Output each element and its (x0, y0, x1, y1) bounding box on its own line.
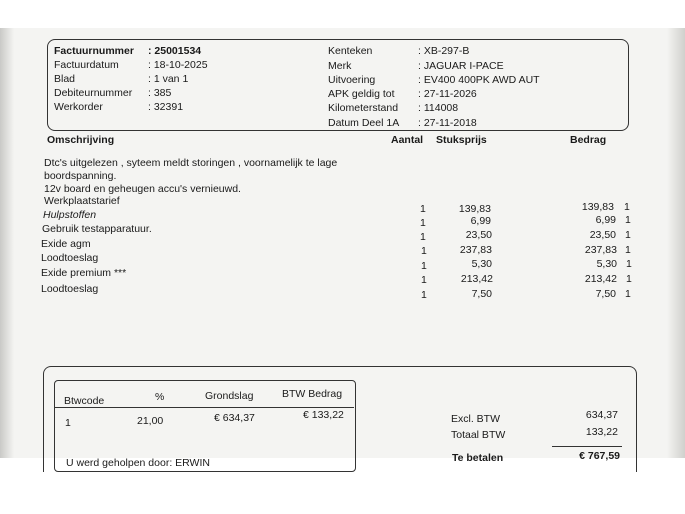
line-unit-price: 5,30 (471, 258, 492, 270)
paper-shadow-left (0, 28, 14, 458)
line-amount: 23,50 (589, 229, 616, 241)
helped-by-text: U werd geholpen door: ERWIN (66, 457, 210, 469)
amount-due-label: Te betalen (452, 452, 504, 464)
line-amount: 237,83 (584, 244, 617, 256)
line-amount: 6,99 (595, 214, 616, 226)
apk-label: APK geldig tot (328, 88, 395, 100)
line-quantity: 1 (420, 231, 426, 243)
excl-vat-label: Excl. BTW (451, 413, 500, 425)
line-unit-price: 139,83 (458, 203, 491, 215)
line-unit-price: 6,99 (470, 215, 491, 227)
date-part-1a-value: : 27-11-2018 (418, 117, 477, 129)
line-unit-price: 23,50 (465, 229, 492, 241)
line-description: Loodtoeslag (41, 283, 99, 295)
line-amount: 7,50 (595, 288, 616, 300)
note-line: 12v board en geheugen accu's vernieuwd. (44, 183, 241, 195)
totals-divider (552, 446, 622, 447)
col-description-header: Omschrijving (47, 134, 115, 146)
vat-base-value: € 634,37 (214, 412, 255, 424)
excl-vat-value: 634,37 (585, 409, 618, 421)
amount-due-value: € 767,59 (579, 450, 620, 462)
version-value: : EV400 400PK AWD AUT (418, 74, 540, 86)
debtor-number-label: Debiteurnummer (54, 87, 133, 99)
line-quantity: 1 (421, 289, 427, 301)
line-description: Exide premium *** (41, 267, 127, 279)
vat-amount-header: BTW Bedrag (282, 388, 343, 400)
line-amount: 139,83 (581, 201, 614, 213)
line-amount: 5,30 (596, 258, 617, 270)
line-description: Gebruik testapparatuur. (42, 223, 152, 235)
page-value: : 1 van 1 (148, 73, 189, 85)
note-line: boordspanning. (44, 170, 117, 182)
line-vat-code: 1 (625, 244, 631, 256)
date-part-1a-label: Datum Deel 1A (328, 117, 400, 129)
vat-base-header: Grondslag (205, 390, 254, 402)
brand-label: Merk (328, 60, 352, 72)
version-label: Uitvoering (328, 74, 376, 86)
debtor-number-value: : 385 (148, 87, 172, 99)
line-vat-code: 1 (626, 273, 632, 285)
line-vat-code: 1 (624, 201, 630, 213)
line-description: Loodtoeslag (41, 252, 99, 264)
invoice-number-value: : 25001534 (148, 45, 202, 57)
vat-code-header: Btwcode (64, 395, 105, 407)
total-vat-value: 133,22 (585, 426, 618, 438)
line-quantity: 1 (421, 245, 427, 257)
line-vat-code: 1 (626, 258, 632, 270)
brand-value: : JAGUAR I-PACE (418, 60, 504, 72)
mileage-value: : 114008 (418, 102, 459, 114)
mileage-label: Kilometerstand (328, 102, 399, 114)
line-quantity: 1 (421, 274, 427, 286)
invoice-number-label: Factuurnummer (54, 45, 134, 57)
license-plate-value: : XB-297-B (418, 45, 470, 57)
line-description: Exide agm (41, 238, 91, 250)
paper-shadow-right (667, 28, 685, 458)
vat-percent-value: 21,00 (137, 415, 164, 427)
col-amount-header: Bedrag (570, 134, 607, 146)
col-unit-price-header: Stuksprijs (436, 134, 487, 146)
vat-amount-value: € 133,22 (303, 409, 344, 421)
line-unit-price: 7,50 (471, 288, 492, 300)
vat-percent-header: % (155, 391, 165, 403)
line-vat-code: 1 (625, 229, 631, 241)
license-plate-label: Kenteken (328, 45, 373, 57)
page-label: Blad (54, 73, 76, 85)
invoice-date-label: Factuurdatum (54, 59, 119, 71)
work-order-label: Werkorder (54, 101, 103, 113)
note-line: Dtc's uitgelezen , syteem meldt storingen , voornamelijk te lage (44, 157, 338, 169)
work-order-value: : 32391 (148, 101, 184, 113)
apk-value: : 27-11-2026 (418, 88, 477, 100)
line-vat-code: 1 (625, 214, 631, 226)
line-unit-price: 237,83 (459, 244, 492, 256)
invoice-date-value: : 18-10-2025 (148, 59, 208, 71)
col-quantity-header: Aantal (391, 134, 424, 146)
line-amount: 213,42 (584, 273, 617, 285)
total-vat-label: Totaal BTW (451, 429, 506, 441)
line-quantity: 1 (420, 203, 426, 215)
line-description: Werkplaatstarief (44, 195, 120, 207)
line-description: Hulpstoffen (43, 209, 97, 221)
line-vat-code: 1 (625, 288, 631, 300)
line-quantity: 1 (421, 260, 427, 272)
vat-code-value: 1 (65, 417, 71, 429)
line-quantity: 1 (420, 217, 426, 229)
line-unit-price: 213,42 (460, 273, 493, 285)
